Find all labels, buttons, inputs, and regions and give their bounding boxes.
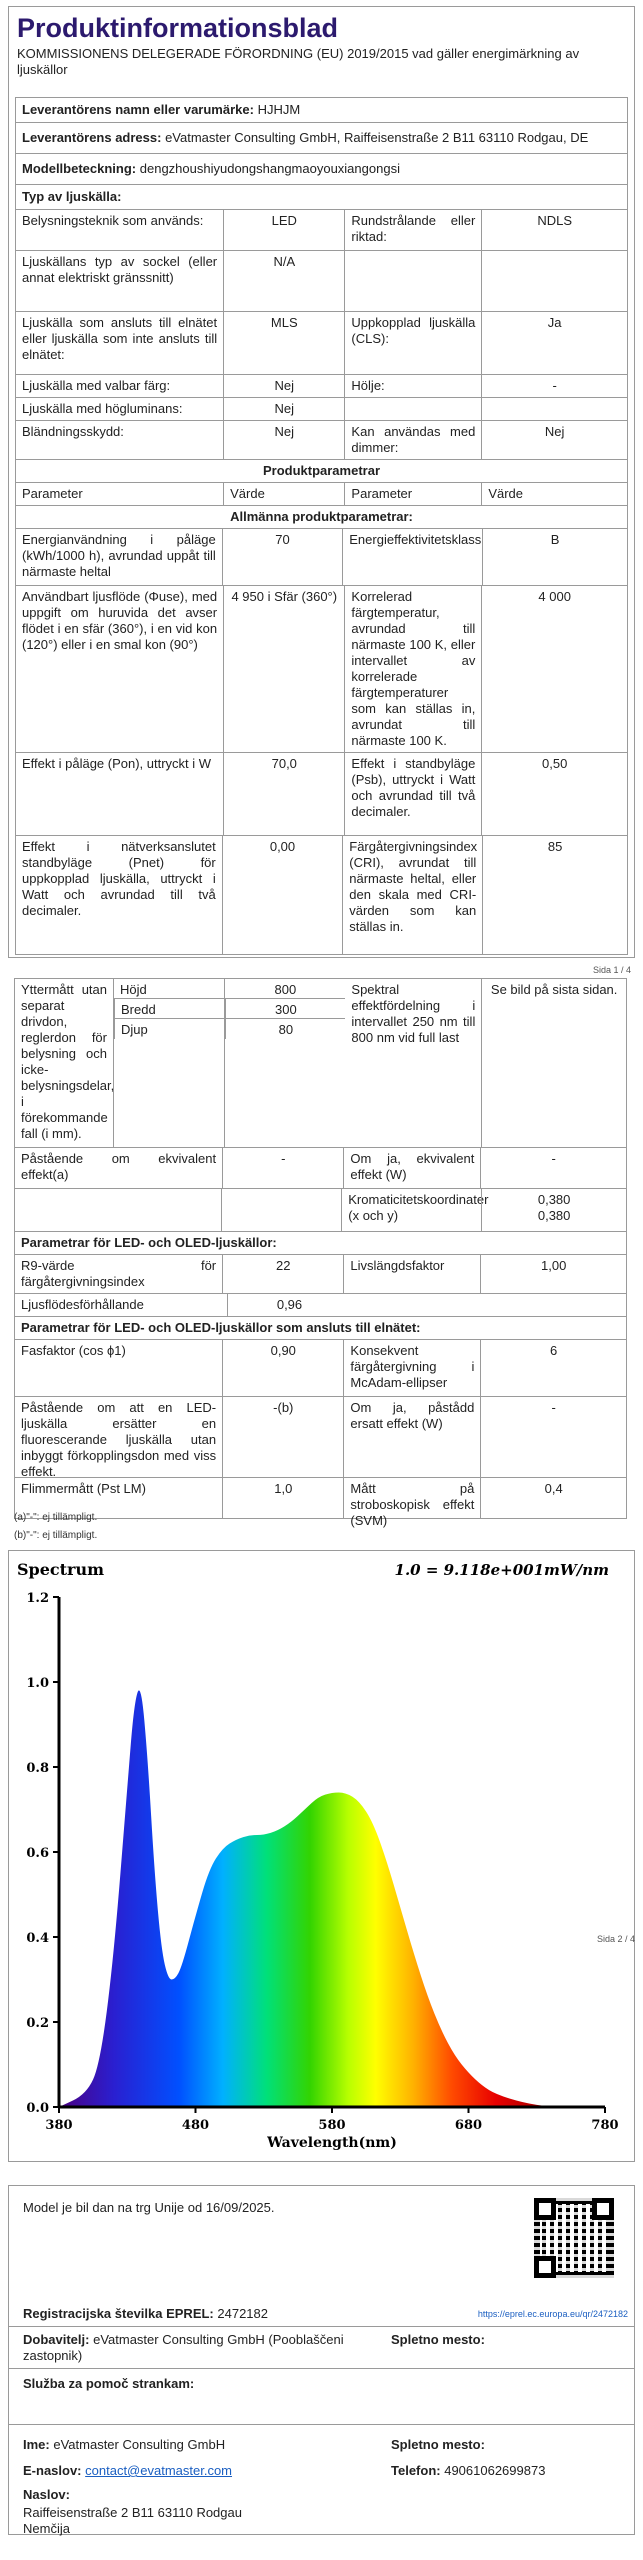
lumen-row: [14, 1294, 627, 1317]
led-heading: Parametrar för LED- och OLED-ljuskällor:: [21, 1235, 277, 1250]
type-value: NDLS: [481, 210, 627, 250]
chroma-row: [14, 1189, 627, 1232]
y-tick-label: 0.6: [26, 1846, 49, 1861]
col-header-param: Parameter: [22, 486, 83, 501]
dimension-value: 80: [225, 1019, 345, 1039]
supplier-info: [23, 2332, 383, 2364]
footnote-b: (b)"-": ej tillämpligt.: [14, 1530, 98, 1541]
chroma-x: 0,380: [537, 1192, 571, 1207]
type-value: LED: [223, 210, 344, 250]
dimensions-values: [224, 979, 345, 1147]
lumen-value: 0,96: [227, 1294, 351, 1316]
chroma-label: Kromaticitetskoordinater (x och y): [341, 1189, 481, 1231]
dimension-name: Bredd: [114, 999, 224, 1019]
empty-cell: [221, 1189, 342, 1231]
r9-value: 22: [222, 1255, 343, 1293]
type-value: Nej: [481, 421, 627, 459]
replace-row: [14, 1397, 627, 1478]
equiv-w-value: -: [480, 1148, 626, 1188]
pf-value: 0,90: [222, 1340, 343, 1396]
x-tick-label: 580: [318, 2118, 346, 2133]
eprel-reg-value: 2472182: [217, 2306, 269, 2321]
type-label: Ljuskällans typ av sockel (eller annat elektriskt gränssnitt): [22, 254, 218, 285]
param-row: [15, 753, 628, 836]
type-value: Nej: [223, 398, 344, 420]
param-label: Användbart ljusflöde (Φuse), med uppgift om huruvida det avser flödet i en sfär (360°), i en vid kon (120°) eller i en smal kon (90°): [22, 589, 218, 652]
type-label: Ljuskälla som ansluts till elnätet eller ljuskälla som inte ansluts till elnätet:: [22, 315, 218, 362]
type-value: Nej: [223, 375, 344, 397]
life-label: Livslängdsfaktor: [343, 1255, 480, 1293]
chroma-values: [481, 1189, 626, 1231]
spectral-label: Spektral effektfördelning i intervallet 250 nm till 800 nm vid full last: [351, 982, 476, 1045]
dimension-value: 800: [225, 979, 345, 999]
chroma-y: 0,380: [537, 1208, 571, 1223]
col-header-value: Värde: [223, 483, 344, 505]
type-value: N/A: [223, 251, 344, 311]
type-label: [344, 398, 481, 420]
website-label: Spletno mesto:: [391, 2332, 485, 2347]
pf-row: [14, 1340, 627, 1397]
address-line-2: Nemčija: [23, 2521, 70, 2536]
param-value: 70,0: [223, 753, 344, 835]
type-label: Bländningsskydd:: [22, 424, 124, 439]
type-label: Belysningsteknik som används:: [22, 213, 204, 228]
market-date: Model je bil dan na trg Unije od 16/09/2025.: [23, 2200, 275, 2215]
type-value: MLS: [223, 312, 344, 374]
param-label: Energianvändning i påläge (kWh/1000 h), avrundad uppåt till närmaste heltal: [22, 532, 216, 579]
dimension-value: 300: [225, 999, 345, 1019]
macadam-label: Konsekvent färgåtergivning i McAdam-ellipser: [343, 1340, 480, 1396]
param-label: Effekt i standbyläge (Psb), uttryckt i Watt och avrundad till två decimaler.: [344, 753, 481, 835]
spectrum-area: [59, 1690, 605, 2107]
y-tick-label: 0.8: [26, 1761, 49, 1776]
eprel-reg: [23, 2306, 268, 2321]
x-tick-label: 480: [181, 2118, 210, 2133]
x-tick-label: 780: [591, 2118, 619, 2133]
spectral-value: Se bild på sista sidan.: [481, 979, 626, 1147]
spectrum-chart-frame: [8, 1550, 635, 2162]
type-row: [15, 421, 628, 460]
lumen-label: Ljusflödesförhållande: [21, 1297, 144, 1312]
page-title: Produktinformationsblad: [17, 13, 339, 43]
r9-label: R9-värde för färgåtergivningsindex: [21, 1258, 217, 1289]
equiv-row: [14, 1148, 627, 1189]
type-label: Ljuskälla med valbar färg:: [22, 378, 171, 393]
params-heading: Produktparametrar: [262, 463, 381, 478]
supplier-value: eVatmaster Consulting GmbH (Pooblaščeni zastopnik): [23, 2332, 344, 2363]
y-tick-label: 1.0: [26, 1676, 49, 1691]
life-value: 1,00: [480, 1255, 626, 1293]
y-tick-label: 0.0: [26, 2101, 49, 2116]
supplier-address-value: eVatmaster Consulting GmbH, Raiffeisenstraße 2 B11 63110 Rodgau, DE: [165, 130, 589, 145]
type-value: [481, 398, 627, 420]
footer-block: [8, 2185, 635, 2425]
qr-code: [534, 2198, 614, 2278]
param-row: [15, 529, 628, 586]
type-label: Hölje:: [344, 375, 481, 397]
supplier-name-label: Leverantörens namn eller varumärke:: [22, 102, 254, 117]
x-tick-label: 680: [454, 2118, 483, 2133]
service-block: [8, 2425, 635, 2535]
general-heading: Allmänna produktparametrar:: [230, 509, 413, 524]
param-value: 4 950 i Sfär (360°): [223, 586, 344, 752]
page-number: Sida 1 / 4: [592, 965, 631, 975]
y-tick-label: 0.2: [26, 2016, 49, 2031]
flicker-row: [14, 1478, 627, 1528]
eprel-reg-label: Registracijska številka EPREL:: [23, 2306, 214, 2321]
param-row: [15, 586, 628, 753]
type-value: Nej: [223, 421, 344, 459]
supplier-address-label: Leverantörens adress:: [22, 130, 162, 145]
dimension-name: Höjd: [114, 979, 224, 999]
param-value: 4 000: [481, 586, 627, 752]
col-header-param: Parameter: [344, 483, 481, 505]
dimensions-names: [113, 979, 224, 1147]
type-value: -: [481, 375, 627, 397]
type-label: Kan användas med dimmer:: [344, 421, 481, 459]
dimensions-label: Yttermått utan separat drivdon, reglerdon för belysning och icke-belysningsdelar, i förekommande fall (i mm).: [21, 982, 115, 1141]
type-label: [344, 251, 481, 311]
empty-cell: [15, 1189, 221, 1231]
param-value: 0,00: [222, 836, 343, 954]
dimension-name: Djup: [114, 1019, 224, 1039]
param-label: Färgåtergivningsindex (CRI), avrundat till närmaste heltal, eller den skala med CRI-värden som kan ställas in.: [342, 836, 482, 954]
model-label: Modellbeteckning:: [22, 161, 137, 176]
params-column-header: [15, 483, 628, 506]
supplier-block: [15, 97, 628, 955]
param-label: Effekt i nätverksanslutet standbyläge (Pnet) för uppkopplad ljuskälla, uttryckt i Watt och avrundad till två decimaler.: [22, 839, 216, 918]
general-heading-row: [15, 506, 628, 529]
dimensions-row: [14, 978, 627, 1148]
x-axis-label: Wavelength(nm): [267, 2135, 397, 2151]
type-section-heading: Typ av ljuskälla:: [22, 189, 122, 204]
led-heading-row: [14, 1232, 627, 1255]
param-label: Korrelerad färgtemperatur, avrundad till närmaste 100 K, eller intervallet av korrelerade färgtemperaturer som kan ställas in, avrundat till närmaste 100 K.: [344, 586, 481, 752]
type-label: Rundstrålande eller riktad:: [344, 210, 481, 250]
type-row: [15, 312, 628, 375]
replace-value: -(b): [222, 1397, 343, 1477]
equiv-value: -: [222, 1148, 343, 1188]
param-value: B: [482, 529, 627, 585]
equiv-w-label: Om ja, ekvivalent effekt (W): [343, 1148, 480, 1188]
service-email: E-naslov: contact@evatmaster.com: [23, 2463, 233, 2478]
col-header-value: Värde: [481, 483, 627, 505]
mains-heading: Parametrar för LED- och OLED-ljuskällor som ansluts till elnätet:: [21, 1320, 421, 1335]
params-heading-row: [15, 460, 628, 483]
x-tick-label: 380: [45, 2118, 73, 2133]
datasheet-page-2: [8, 978, 635, 1538]
param-label: Effekt i påläge (Pon), uttryckt i W: [22, 756, 212, 771]
spectrum-chart: [9, 1551, 634, 2161]
page-subtitle: KOMMISSIONENS DELEGERADE FÖRORDNING (EU) 2019/2015 vad gäller energimärkning av ljuskällor: [17, 46, 580, 77]
email-link[interactable]: contact@evatmaster.com: [85, 2463, 233, 2478]
claimed-value: -: [480, 1397, 626, 1477]
pf-label: Fasfaktor (cos ϕ1): [21, 1343, 126, 1358]
param-label: Energieffektivitetsklass: [342, 529, 482, 585]
type-label: Uppkopplad ljuskälla (CLS):: [344, 312, 481, 374]
type-row: [15, 398, 628, 421]
param-value: 85: [482, 836, 627, 954]
chart-title: Spectrum: [17, 1560, 105, 1579]
page-number: Sida 2 / 4: [596, 1934, 635, 1944]
flicker-label: Flimmermått (Pst LM): [21, 1481, 146, 1496]
supplier-label: Dobavitelj:: [23, 2332, 90, 2347]
y-tick-label: 1.2: [26, 1591, 49, 1606]
svm-value: 0,4: [480, 1478, 626, 1518]
datasheet-page-1: [8, 6, 635, 958]
flicker-value: 1,0: [222, 1478, 343, 1518]
service-heading: Služba za pomoč strankam:: [23, 2376, 195, 2391]
type-row: [15, 251, 628, 312]
chart-formula: 1.0 = 9.118e+001mW/nm: [394, 1561, 609, 1579]
param-value: 0,50: [481, 753, 627, 835]
type-value: Ja: [481, 312, 627, 374]
macadam-value: 6: [480, 1340, 626, 1396]
type-value: [481, 251, 627, 311]
svm-label: Mått på stroboskopisk effekt (SVM): [343, 1478, 480, 1518]
claimed-label: Om ja, påstådd ersatt effekt (W): [343, 1397, 480, 1477]
eprel-link[interactable]: https://eprel.ec.europa.eu/qr/2472182: [477, 2309, 628, 2319]
address-line-1: Raiffeisenstraße 2 B11 63110 Rodgau: [23, 2505, 242, 2520]
param-value: 70: [222, 529, 343, 585]
footnote-a: (a)"-": ej tillämpligt.: [14, 1512, 98, 1523]
r9-row: [14, 1255, 627, 1294]
address-label: Naslov:: [23, 2487, 70, 2502]
service-phone: Telefon: 49061062699873: [391, 2463, 546, 2478]
service-website-label: Spletno mesto:: [391, 2437, 485, 2452]
replace-label: Påstående om att en LED-ljuskälla ersätter en fluorescerande ljuskälla utan inbyggt förkopplingsdon med viss effekt.: [21, 1400, 217, 1479]
type-row: [15, 210, 628, 251]
type-label: Ljuskälla med högluminans:: [22, 401, 183, 416]
model-value: dengzhoushiyudongshangmaoyouxiangongsi: [139, 161, 400, 176]
type-row: [15, 375, 628, 398]
service-name: Ime: eVatmaster Consulting GmbH: [23, 2437, 226, 2452]
supplier-name-value: HJHJM: [257, 102, 301, 117]
mains-heading-row: [14, 1317, 627, 1340]
y-tick-label: 0.4: [26, 1931, 49, 1946]
param-row: [15, 836, 628, 955]
equiv-label: Påstående om ekvivalent effekt(a): [21, 1151, 217, 1182]
